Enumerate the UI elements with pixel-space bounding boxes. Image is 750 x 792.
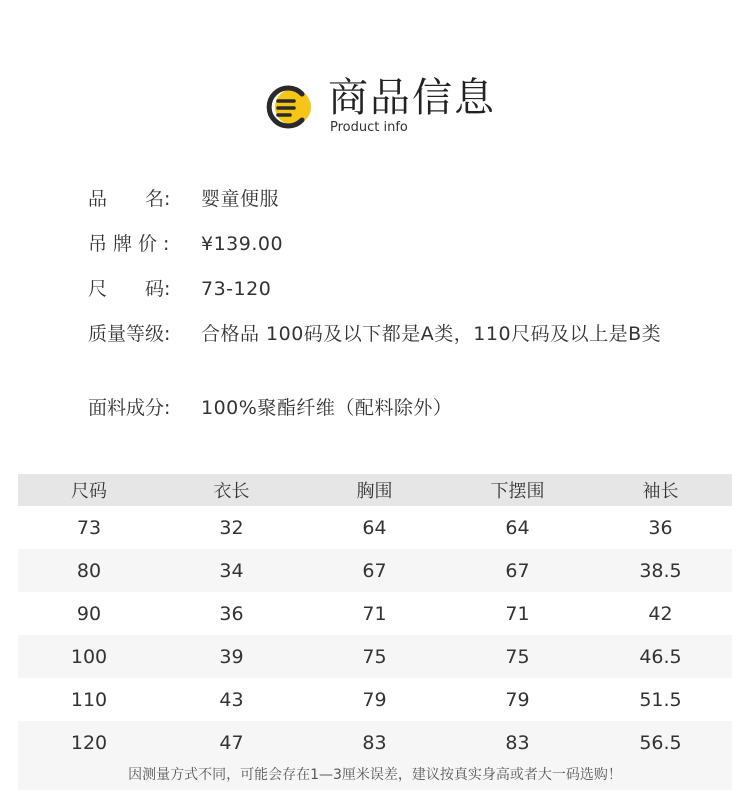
table-cell: 83 xyxy=(505,731,530,754)
table-row xyxy=(18,549,732,592)
table-header-row xyxy=(18,474,732,506)
info-label: 吊牌价: xyxy=(88,233,176,255)
table-cell: 64 xyxy=(362,516,387,539)
table-cell: 46.5 xyxy=(639,645,682,668)
info-value: 婴童便服 xyxy=(201,188,280,210)
table-cell: 79 xyxy=(362,688,387,711)
table-cell: 67 xyxy=(505,559,530,582)
table-cell: 42 xyxy=(648,602,673,625)
info-value: 100%聚酯纤维（配料除外） xyxy=(201,397,453,419)
measurement-note: 因测量方式不同，可能会存在1—3厘米误差，建议按真实身高或者大一码选购！ xyxy=(18,760,732,790)
table-cell: 120 xyxy=(70,731,108,754)
table-cell: 73 xyxy=(76,516,102,539)
product-info-list xyxy=(88,184,708,438)
table-cell: 71 xyxy=(505,602,530,625)
table-header-cell: 胸围 xyxy=(356,481,393,502)
table-header-cell: 袖长 xyxy=(642,481,679,502)
table-header-cell: 衣长 xyxy=(213,481,250,502)
table-header-cell: 尺码 xyxy=(71,481,107,502)
table-row xyxy=(18,721,732,764)
table-cell: 71 xyxy=(362,602,387,625)
info-label: 尺 码: xyxy=(88,278,171,300)
info-value: ¥139.00 xyxy=(201,233,284,255)
table-cell: 32 xyxy=(219,516,244,539)
table-cell: 56.5 xyxy=(639,731,682,754)
info-row-grade xyxy=(88,319,708,393)
table-cell: 83 xyxy=(362,731,387,754)
table-cell: 75 xyxy=(505,645,530,668)
table-cell: 67 xyxy=(362,559,387,582)
menu-circle-icon xyxy=(264,84,314,130)
table-row xyxy=(18,506,732,549)
table-cell: 110 xyxy=(70,688,108,711)
table-row xyxy=(18,592,732,635)
table-cell: 47 xyxy=(219,731,244,754)
table-cell: 80 xyxy=(76,559,102,582)
page-title: 商品信息 xyxy=(328,75,496,121)
section-header xyxy=(264,74,524,144)
table-cell: 43 xyxy=(219,688,244,711)
size-table xyxy=(18,474,732,764)
table-row xyxy=(18,678,732,721)
info-row-price xyxy=(88,229,708,274)
info-row-name xyxy=(88,184,708,229)
info-label: 品 名: xyxy=(88,188,171,210)
table-cell: 79 xyxy=(505,688,530,711)
info-value: 合格品 100码及以下都是A类，110尺码及以上是B类 xyxy=(201,323,662,345)
table-cell: 64 xyxy=(505,516,530,539)
table-row xyxy=(18,635,732,678)
page-subtitle: Product info xyxy=(330,120,408,135)
table-header-cell: 下摆围 xyxy=(490,481,545,502)
table-cell: 36 xyxy=(648,516,673,539)
info-label: 面料成分: xyxy=(88,397,171,419)
table-cell: 90 xyxy=(76,602,102,625)
info-row-fabric xyxy=(88,393,708,438)
table-cell: 38.5 xyxy=(639,559,682,582)
table-cell: 34 xyxy=(219,559,244,582)
table-cell: 100 xyxy=(70,645,108,668)
info-label: 质量等级: xyxy=(88,323,171,345)
info-value: 73-120 xyxy=(201,278,272,300)
table-cell: 51.5 xyxy=(639,688,682,711)
table-cell: 36 xyxy=(219,602,244,625)
table-cell: 39 xyxy=(219,645,244,668)
table-cell: 75 xyxy=(362,645,387,668)
info-row-size xyxy=(88,274,708,319)
